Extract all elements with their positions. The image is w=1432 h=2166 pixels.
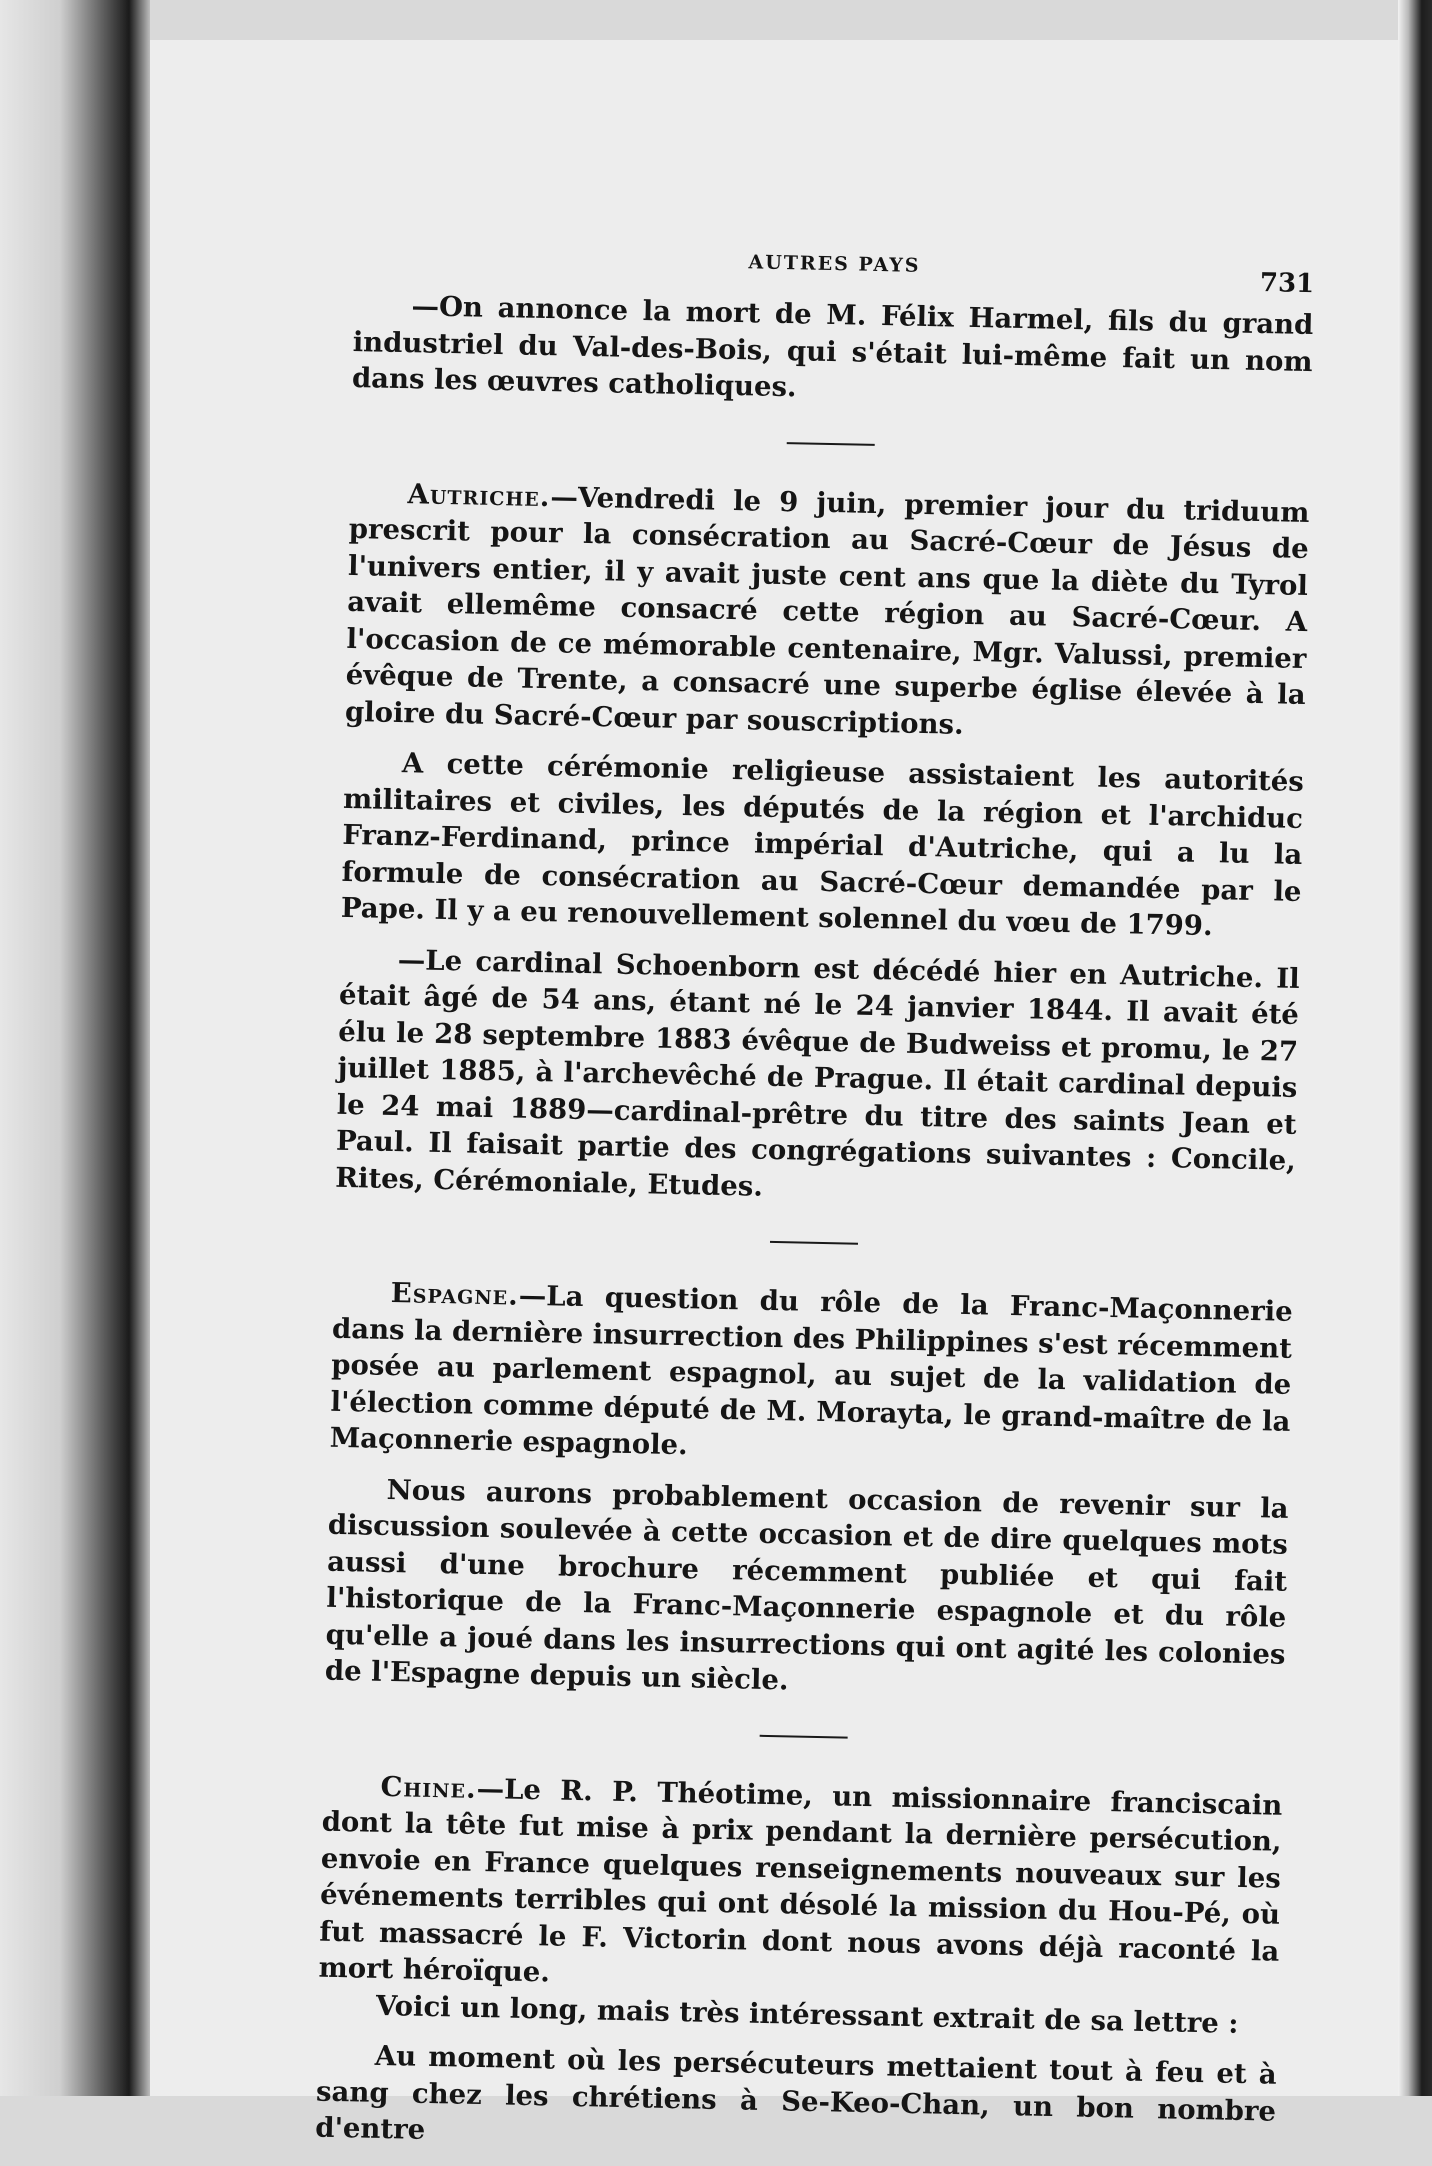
autriche-paragraph-2: A cette cérémonie religieuse assistaient les autorités militaires et civiles, les députés de la région et l'archiduc Franz-Ferdinand, prince impérial d'Autriche, qui a lu la formule de consécration au Sacré-Cœur demandée par le Pape. Il y a eu renouvellement solennel du vœu de 1799. bbox=[340, 747, 1305, 943]
chine-text-1: —Le R. P. Théotime, un missionnaire franciscain dont la tête fut mise à prix pendant la dernière persécution, envoie en France quelques renseignements nouveaux sur les événements terribles qui ont désolé la mission du Hou-Pé, où fut massacré le F. Victorin dont nous avons déjà raconté la mort héroïque. bbox=[318, 1772, 1283, 1989]
autriche-label: Autriche. bbox=[407, 477, 551, 513]
page-number: 731 bbox=[1259, 267, 1315, 300]
section-divider bbox=[770, 1241, 858, 1245]
espagne-paragraph-1 bbox=[329, 1274, 1293, 1477]
page-sheet bbox=[150, 40, 1398, 2146]
chine-paragraph-1 bbox=[318, 1767, 1282, 2006]
autriche-paragraph-1 bbox=[345, 474, 1310, 750]
scan-left-edge bbox=[0, 0, 150, 2096]
autriche-text-1: —Vendredi le 9 juin, premier jour du triduum prescrit pour la consécration au Sacré-Cœur de Jésus de l'univers entier, il y avait juste cent ans que la diète du Tyrol avait ellemême consacré cette région au Sacré-Cœur. A l'occasion de ce mémorable centenaire, Mgr. Valussi, premier évêque de Trente, a consacré une superbe église élevée à la gloire du Sacré-Cœur par souscriptions. bbox=[344, 480, 1310, 741]
chine-label: Chine. bbox=[380, 1770, 477, 1805]
chine-paragraph-3: Au moment où les persécuteurs mettaient tout à feu et à sang chez les chrétiens à Se-Keo-Chan, un bon nombre d'entre bbox=[315, 2039, 1278, 2146]
espagne-text-1: —La question du rôle de la Franc-Maçonnerie dans la dernière insurrection des Philippines s'est récemment posée au parlement espagnol, au sujet de la validation de l'élection comme député de M. Morayta, le grand-maître de la Maçonnerie espagnole. bbox=[329, 1279, 1293, 1462]
page-content bbox=[315, 235, 1315, 2166]
section-divider bbox=[787, 442, 875, 446]
scan-right-edge bbox=[1398, 0, 1432, 2096]
espagne-paragraph-2: Nous aurons probablement occasion de revenir sur la discussion soulevée à cette occasion et de dire quelques mots aussi d'une brochure récemment publiée et qui fait l'historique de la Franc-Maçonnerie espagnole et du rôle qu'elle a joué dans les insurrections qui ont agité les colonies de l'Espagne depuis un siècle. bbox=[324, 1473, 1289, 1697]
running-head: AUTRES PAYS bbox=[748, 251, 921, 277]
autriche-paragraph-3: —Le cardinal Schoenborn est décédé hier en Autriche. Il était âgé de 54 ans, étant né le 24 janvier 1844. Il avait été élu le 28 septembre 1883 évêque de Budweiss et promu, le 27 juillet 1885, à l'archevêché de Prague. Il était cardinal depuis le 24 mai 1889—cardinal-prêtre du titre des saints Jean et Paul. Il faisait partie des congrégations suivantes : Concile, Rites, Cérémoniale, Etudes. bbox=[334, 943, 1300, 1203]
espagne-label: Espagne. bbox=[390, 1276, 520, 1312]
france-note-paragraph: —On annonce la mort de M. Félix Harmel, fils du grand industriel du Val-des-Bois, qui s'était lui-même fait un nom dans les œuvres catholiques. bbox=[351, 290, 1314, 404]
chine-paragraph-2: Voici un long, mais très intéressant extrait de sa lettre : bbox=[375, 1989, 1239, 2040]
section-divider bbox=[760, 1734, 848, 1738]
